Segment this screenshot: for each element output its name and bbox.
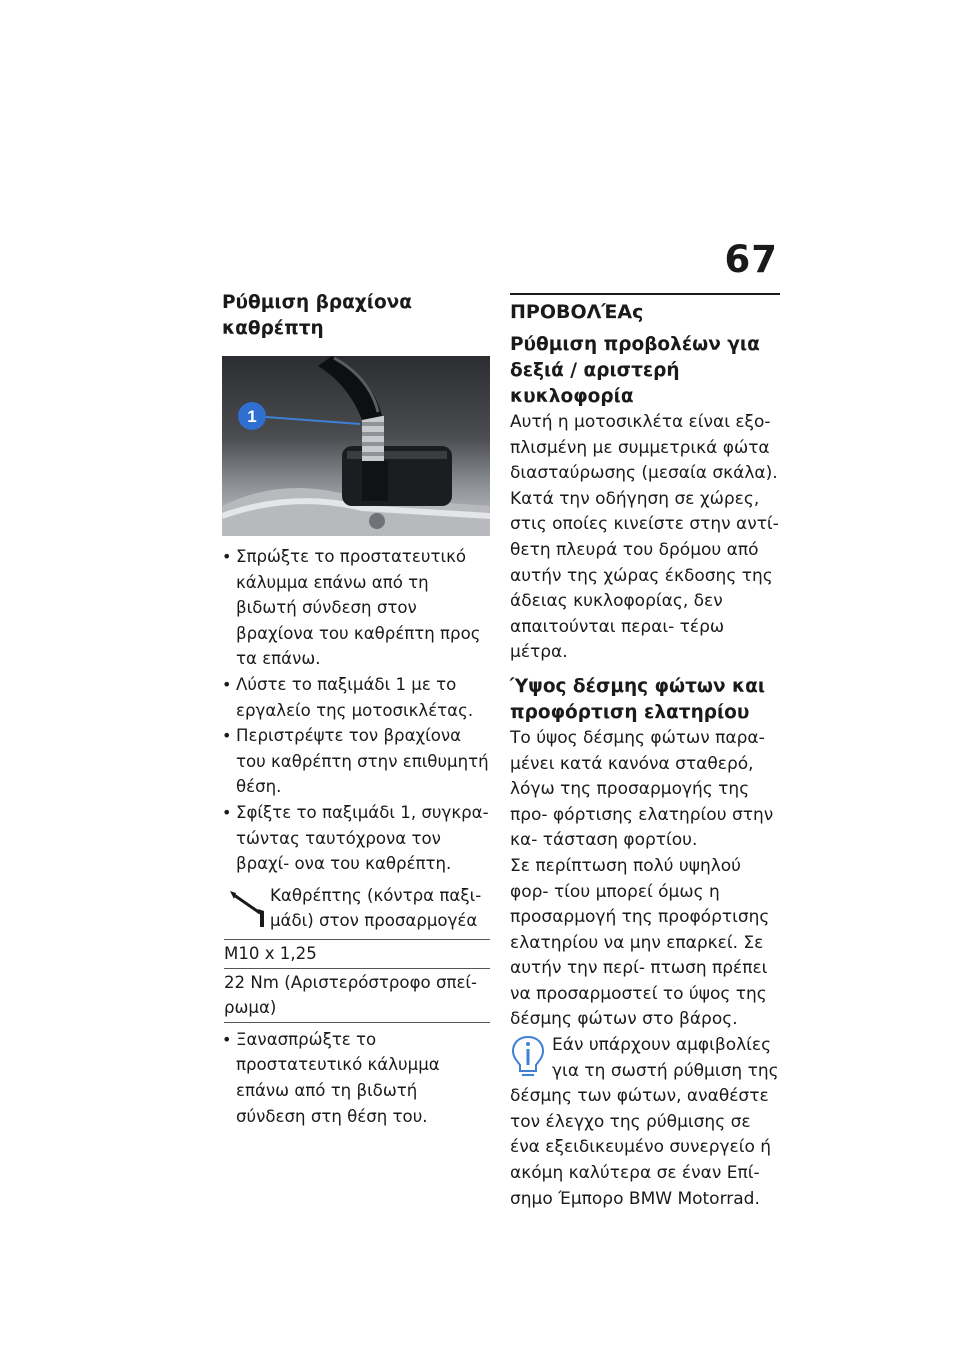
wrench-icon bbox=[224, 883, 270, 933]
paragraph-traffic: Αυτή η μοτοσικλέτα είναι εξο- πλισμένη με συμμετρικά φώτα διασταύρωσης (μεσαία σκάλα). Κατά την οδήγηση σε χώρες, στις οποίες κινείστε στην αντί- θετη πλευρά του δρόμου από αυτήν της χώρας έκδοσης της άδειας κυκλοφορίας, δεν απαιτούνται περαι- τέρω μέτρα. bbox=[510, 412, 779, 663]
paragraph-heavy-load: Σε περίπτωση πολύ υψηλού φορ- τίου μπορεί όμως η προσαρμογή της προφόρτισης ελατηρίου να μην επαρκεί. Σε αυτήν την περί- πτωση πρέπει να προσαρμοστεί το ύψος της δέσμης φώτων στο βάρος. bbox=[510, 855, 770, 1030]
note-text-rest: δέσμης των φώτων, αναθέστε τον έλεγχο της ρύθμισης σε ένα εξειδικευμένο συνεργείο ή ακόμη καλύτερα σε έναν Επί- σημο Έμπορο BMW Motorrad. bbox=[510, 1086, 772, 1209]
info-icon bbox=[510, 1035, 546, 1077]
torque-spec-title: Καθρέπτης (κόντρα παξι- μάδι) στον προσαρμογέα bbox=[270, 885, 482, 930]
list-item: • Σπρώξτε το προστατευτικό κάλυμμα επάνω από τη βιδωτή σύνδεση στον βραχίονα του καθρέπτη προς τα επάνω. bbox=[222, 544, 490, 672]
instruction-list-final bbox=[222, 1027, 490, 1129]
torque-spec-box bbox=[224, 883, 490, 1023]
list-item: • Περιστρέψτε τον βραχίονα του καθρέπτη στην επιθυμητή θέση. bbox=[222, 723, 490, 800]
list-item: • Λύστε το παξιμάδι 1 με το εργαλείο της μοτοσικλέτας. bbox=[222, 672, 490, 723]
callout-label: 1 bbox=[247, 407, 257, 426]
note-text-first: Εάν υπάρχουν αμφιβολίες για τη σωστή ρύθμιση της bbox=[552, 1035, 779, 1081]
right-column bbox=[510, 290, 780, 1212]
page-number: 67 bbox=[724, 238, 778, 281]
list-item: • Ξανασπρώξτε το προστατευτικό κάλυμμα επάνω από τη βιδωτή σύνδεση στη θέση του. bbox=[222, 1027, 490, 1129]
torque-spec-header bbox=[224, 883, 490, 940]
list-item: • Σφίξτε το παξιμάδι 1, συγκρα- τώντας ταυτόχρονα τον βραχί- ονα του καθρέπτη. bbox=[222, 800, 490, 877]
thread-spec: M10 x 1,25 bbox=[224, 940, 490, 969]
mirror-arm-figure bbox=[222, 356, 490, 536]
left-column bbox=[222, 290, 490, 1129]
mirror-arm-heading: Ρύθμιση βραχίονα καθρέπτη bbox=[222, 292, 412, 339]
subheading-traffic: Ρύθμιση προβολέων για δεξιά / αριστερή κυκλοφορία bbox=[510, 334, 760, 407]
subheading-beam-height: Ύψος δέσμης φώτων και προφόρτιση ελατηρίου bbox=[510, 675, 766, 723]
paragraph-beam-height: Το ύψος δέσμης φώτων παρα- μένει κατά κανόνα σταθερό, λόγω της προσαρμογής της προ- φόρτισης ελατηρίου στην κα- τάσταση φορτίου. bbox=[510, 727, 774, 851]
section-title: ΠΡΟΒΟΛΈΑς bbox=[510, 293, 780, 326]
instruction-list bbox=[222, 544, 490, 877]
info-note bbox=[510, 1033, 780, 1212]
mirror-arm-illustration bbox=[222, 356, 490, 536]
torque-value: 22 Nm (Αριστερόστροφο σπεί- ρωμα) bbox=[224, 969, 490, 1023]
